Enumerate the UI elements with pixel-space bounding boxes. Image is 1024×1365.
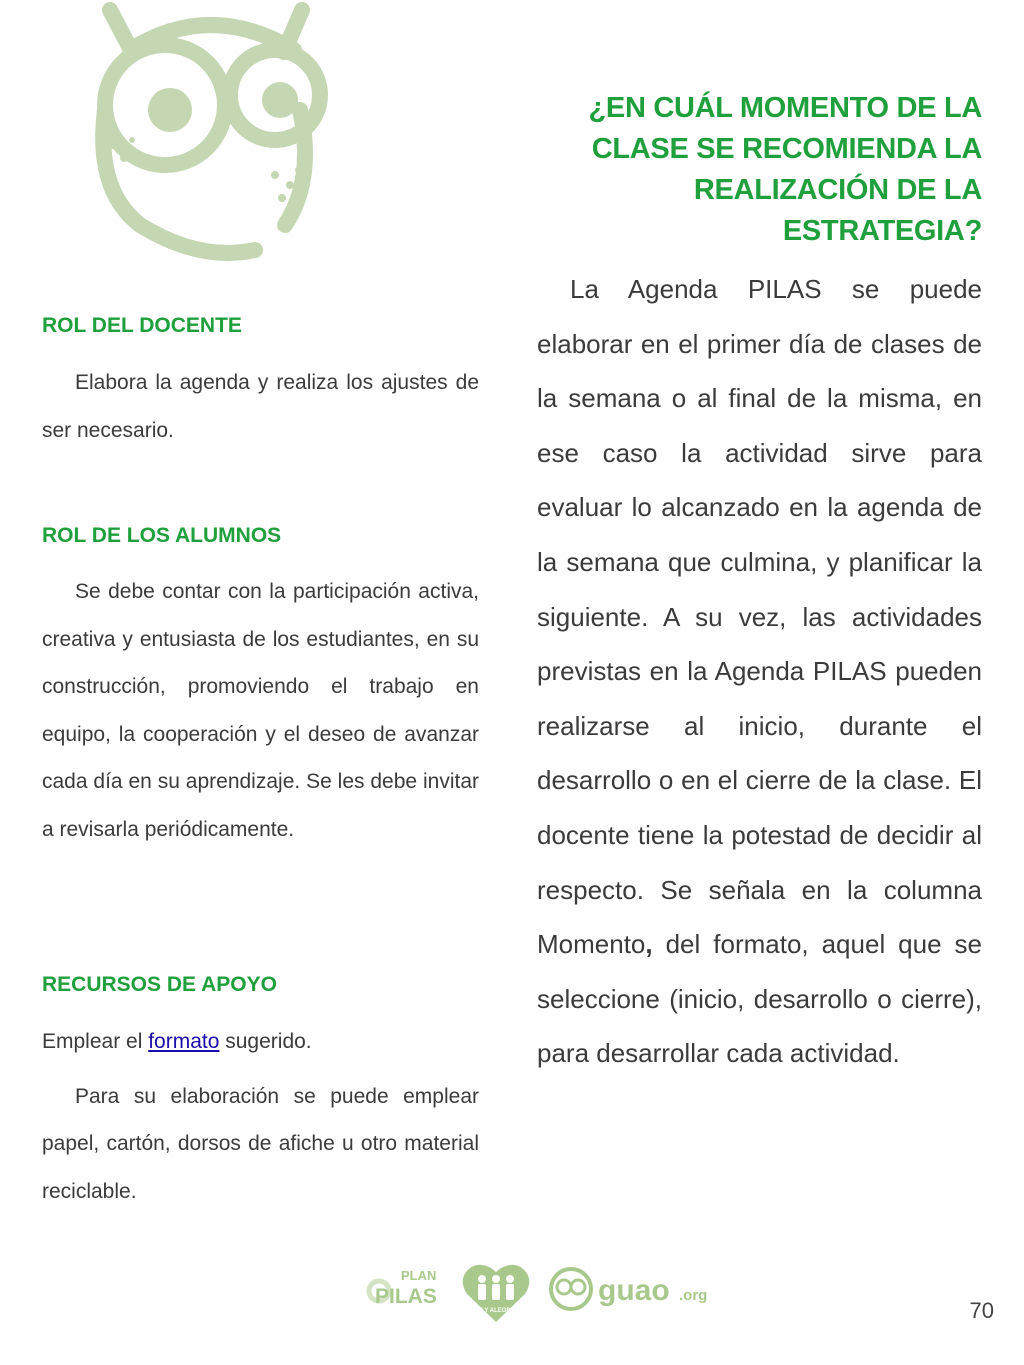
strategy-moment-paragraph: [537, 262, 982, 1081]
bold-comma: ,: [645, 929, 653, 960]
logo-pilas-text: PILAS: [375, 1285, 437, 1308]
section-question-title: ¿EN CUÁL MOMENTO DE LA CLASE SE RECOMIENDA LA REALIZACIÓN DE LA ESTRATEGIA?: [588, 92, 982, 247]
footer-logos: [365, 1258, 725, 1328]
strategy-moment-text: La Agenda PILAS se puede elaborar en el primer día de clases de la semana o al final de la misma, en ese caso la actividad sirve para evaluar lo alcanzado en la agenda de la semana que culmina, y planificar la siguiente. A su vez, las actividades previstas en la Agenda PILAS pueden realizarse al inicio, durante el desarrollo o en el cierre de la clase. El docente tiene la potestad de decidir al respecto. Se señala en la columna Momento: [537, 274, 982, 960]
rol-alumnos-section: [42, 523, 479, 853]
recursos-heading: RECURSOS DE APOYO: [42, 973, 277, 996]
guao-logo: [551, 1269, 707, 1309]
logo-fe-text: FE Y ALEGRIA: [475, 1308, 517, 1314]
recursos-section: [42, 972, 479, 1215]
logo-plan-text: PLAN: [401, 1268, 437, 1283]
rol-docente-heading: ROL DEL DOCENTE: [42, 314, 242, 337]
recursos-line: [42, 1018, 479, 1066]
page-number: 70: [969, 1298, 994, 1323]
strategy-moment-text-end: del formato, aquel que se seleccione (inicio, desarrollo o cierre), para desarrollar cada actividad.: [537, 929, 982, 1069]
recursos-line-start: Emplear el: [42, 1030, 149, 1053]
rol-docente-section: [42, 313, 479, 454]
rol-alumnos-heading: ROL DE LOS ALUMNOS: [42, 524, 282, 547]
rol-alumnos-text: Se debe contar con la participación activa, creativa y entusiasta de los estudiantes, en su construcción, promoviendo el trabajo en equipo, la cooperación y el deseo de avanzar cada día en su aprendizaje. Se les debe invitar a revisarla periódicamente.: [42, 580, 479, 841]
recursos-line-end: sugerido.: [219, 1030, 312, 1053]
logo-org-text: .org: [679, 1287, 708, 1304]
plan-pilas-logo: [369, 1268, 437, 1308]
rol-docente-text: Elabora la agenda y realiza los ajustes de ser necesario.: [42, 371, 479, 442]
formato-link[interactable]: formato: [148, 1030, 220, 1053]
logo-guao-text: guao: [598, 1274, 670, 1307]
recursos-text: Para su elaboración se puede emplear papel, cartón, dorsos de afiche u otro material reciclable.: [42, 1084, 479, 1203]
owl-illustration: [70, 0, 370, 270]
fe-y-alegria-logo: [463, 1265, 530, 1322]
